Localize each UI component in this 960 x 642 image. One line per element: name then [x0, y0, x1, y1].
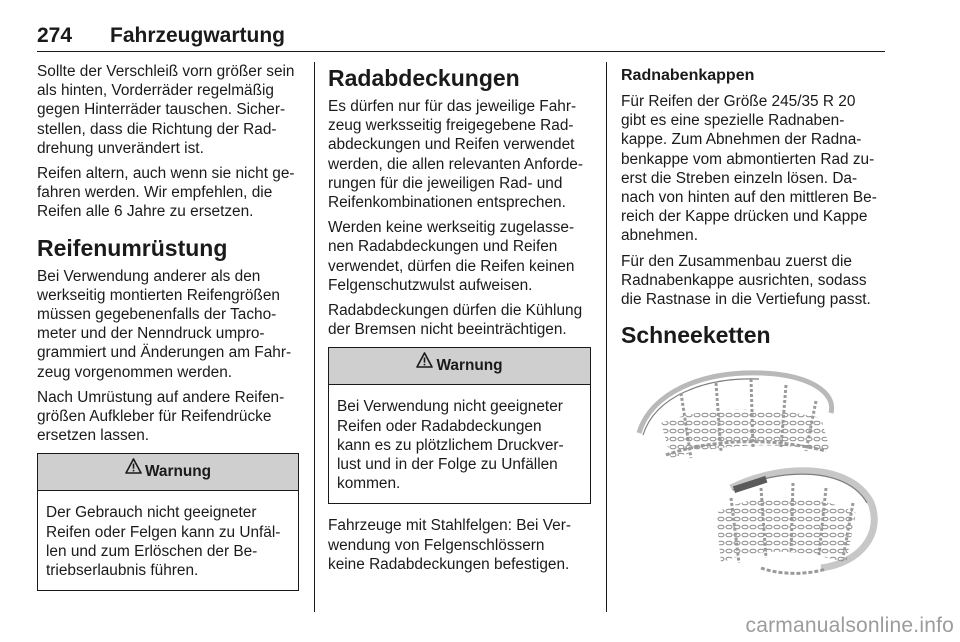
paragraph: Sollte der Verschleiß vorn größer sein als hinten, Vorderräder regelmäßig gegen Hinterräder tauschen. Sicher‐ stellen, dass die Richtung der Rad‐ drehung unverändert ist.: [37, 63, 295, 157]
subheading-radnabenkappen: Radnabenkappen: [621, 67, 755, 84]
warning-box: [328, 347, 591, 504]
paragraph: Reifen altern, auch wenn sie nicht ge‐ fahren werden. Wir empfehlen, die Reifen alle 6 Jahre zu ersetzen.: [37, 165, 295, 221]
column-3: [621, 62, 887, 583]
heading-reifenumruestung: Reifenumrüstung: [37, 234, 228, 261]
header-divider: [37, 51, 885, 52]
page-header: [37, 24, 885, 50]
paragraph: Es dürfen nur für das jeweilige Fahr‐ zeug werksseitig freigegebene Rad‐ abdeckungen und Reifen verwendet werden, die allen relevanten Anforde‐ rungen für die jeweiligen Rad- und Reifenkombinationen entsprechen.: [328, 98, 583, 212]
watermark: carmanualsonline.info: [745, 614, 954, 637]
paragraph: Werden keine werkseitig zugelasse‐ nen Radabdeckungen und Reifen verwendet, dürfen die Reifen keinen Felgenschutzwulst aufweisen.: [328, 219, 575, 294]
warning-header: [38, 454, 298, 491]
warning-header: [329, 348, 590, 385]
column-divider-1: [314, 62, 315, 612]
page-number: 274: [37, 24, 73, 47]
warning-icon: [125, 452, 142, 488]
paragraph: Für den Zusammenbau zuerst die Radnabenkappe ausrichten, sodass die Rastnase in die Vertiefung passt.: [621, 252, 871, 309]
warning-box: [37, 453, 299, 591]
warning-title: Warnung: [436, 357, 503, 375]
column-1: [37, 62, 299, 603]
warning-text: Der Gebrauch nicht geeigneter Reifen oder Felgen kann zu Unfäl‐ len und zum Erlöschen der Be‐ triebserlaubnis führen.: [46, 504, 281, 580]
heading-radabdeckungen: Radabdeckungen: [328, 65, 520, 91]
column-divider-2: [606, 62, 607, 612]
warning-text: Bei Verwendung nicht geeigneter Reifen oder Radabdeckungen kann es zu plötzlichem Druckver‐ lust und in der Folge zu Unfällen kommen.: [337, 398, 564, 493]
section-title: Fahrzeugwartung: [110, 24, 286, 47]
warning-icon: [416, 346, 433, 382]
paragraph: Radabdeckungen dürfen die Kühlung der Bremsen nicht beeinträchtigen.: [328, 302, 583, 339]
paragraph: Bei Verwendung anderer als den werkseitig montierten Reifengrößen müssen gegebenenfalls der Tacho‐ meter und der Nenndruck umpro‐ grammiert und Änderungen am Fahr‐ zeug vorgenommen werden.: [37, 267, 292, 381]
paragraph: Fahrzeuge mit Stahlfelgen: Bei Ver‐ wendung von Felgenschlössern keine Radabdeckungen befestigen.: [328, 517, 571, 573]
paragraph: Nach Umrüstung auf andere Reifen‐ größen Aufkleber für Reifendrücke ersetzen lassen.: [37, 388, 285, 445]
heading-schneeketten: Schneeketten: [621, 322, 771, 349]
warning-title: Warnung: [144, 463, 212, 481]
paragraph: Für Reifen der Größe 245/35 R 20 gibt es eine spezielle Radnaben‐ kappe. Zum Abnehmen der Radna‐ benkappe vom abmontierten Rad zu‐ erst die Streben einzeln lösen. Da‐ nach von hinten auf den mittleren Be‐ reich der Kappe drücken und Kappe abnehmen.: [621, 93, 877, 245]
snow-chains-illustration: [621, 363, 883, 583]
column-2: [328, 62, 591, 580]
